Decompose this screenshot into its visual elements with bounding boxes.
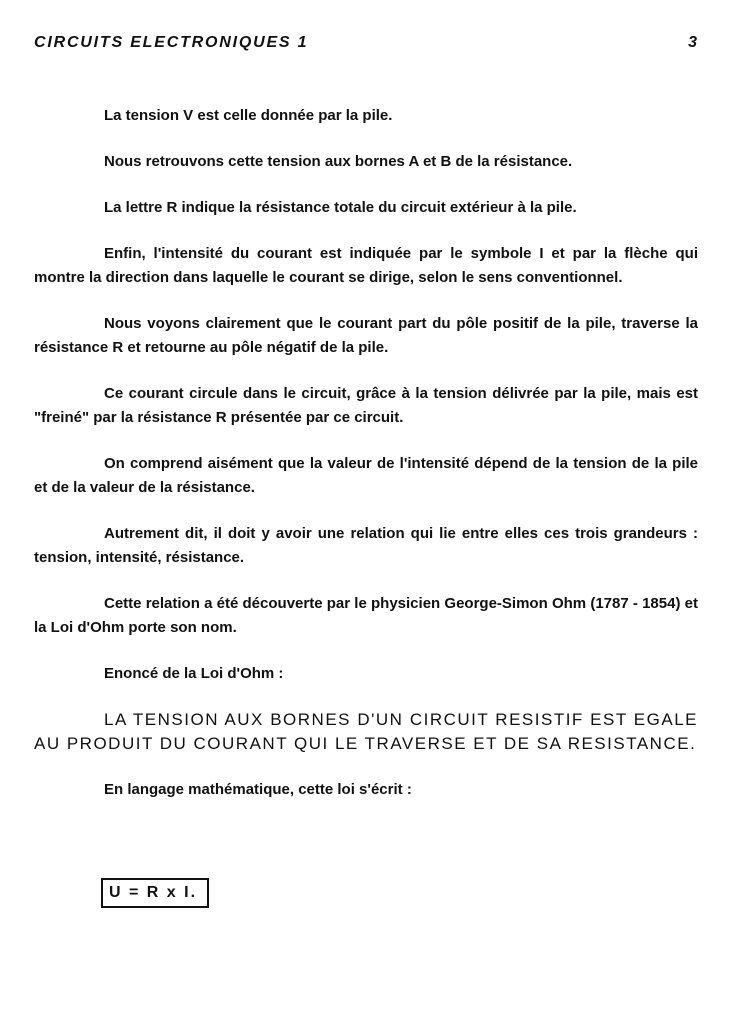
- page-body: [34, 104, 698, 824]
- paragraph-ohm-history: Cette relation a été découverte par le physicien George-Simon Ohm (1787 - 1854) et la Loi d'Ohm porte son nom.: [34, 595, 698, 636]
- paragraph-bornes-ab: Nous retrouvons cette tension aux bornes A et B de la résistance.: [104, 153, 573, 170]
- paragraph-courant-freine: Ce courant circule dans le circuit, grâce à la tension délivrée par la pile, mais est "freiné" par la résistance R présentée par ce circuit.: [34, 385, 698, 426]
- formula-box: U = R x I.: [101, 878, 209, 908]
- law-statement: LA TENSION AUX BORNES D'UN CIRCUIT RESISTIF EST EGALE AU PRODUIT DU COURANT QUI LE TRAVERSE ET DE SA RESISTANCE.: [34, 710, 698, 753]
- paragraph-intensite: Enfin, l'intensité du courant est indiquée par le symbole I et par la flèche qui montre la direction dans laquelle le courant se dirige, selon le sens conventionnel.: [34, 245, 698, 286]
- math-intro: En langage mathématique, cette loi s'écrit :: [104, 781, 412, 798]
- paragraph-dependance: On comprend aisément que la valeur de l'intensité dépend de la tension de la pile et de la valeur de la résistance.: [34, 455, 698, 496]
- paragraph-sens-courant: Nous voyons clairement que le courant part du pôle positif de la pile, traverse la résistance R et retourne au pôle négatif de la pile.: [34, 315, 698, 356]
- page-number: 3: [688, 34, 697, 51]
- paragraph-enonce: Enoncé de la Loi d'Ohm :: [104, 665, 284, 682]
- paragraph-resistance-r: La lettre R indique la résistance totale du circuit extérieur à la pile.: [104, 199, 577, 216]
- paragraph-trois-grandeurs: Autrement dit, il doit y avoir une relation qui lie entre elles ces trois grandeurs : tension, intensité, résistance.: [34, 525, 698, 566]
- header-title: CIRCUITS ELECTRONIQUES 1: [34, 34, 309, 51]
- paragraph-tension-pile: La tension V est celle donnée par la pile.: [104, 107, 393, 124]
